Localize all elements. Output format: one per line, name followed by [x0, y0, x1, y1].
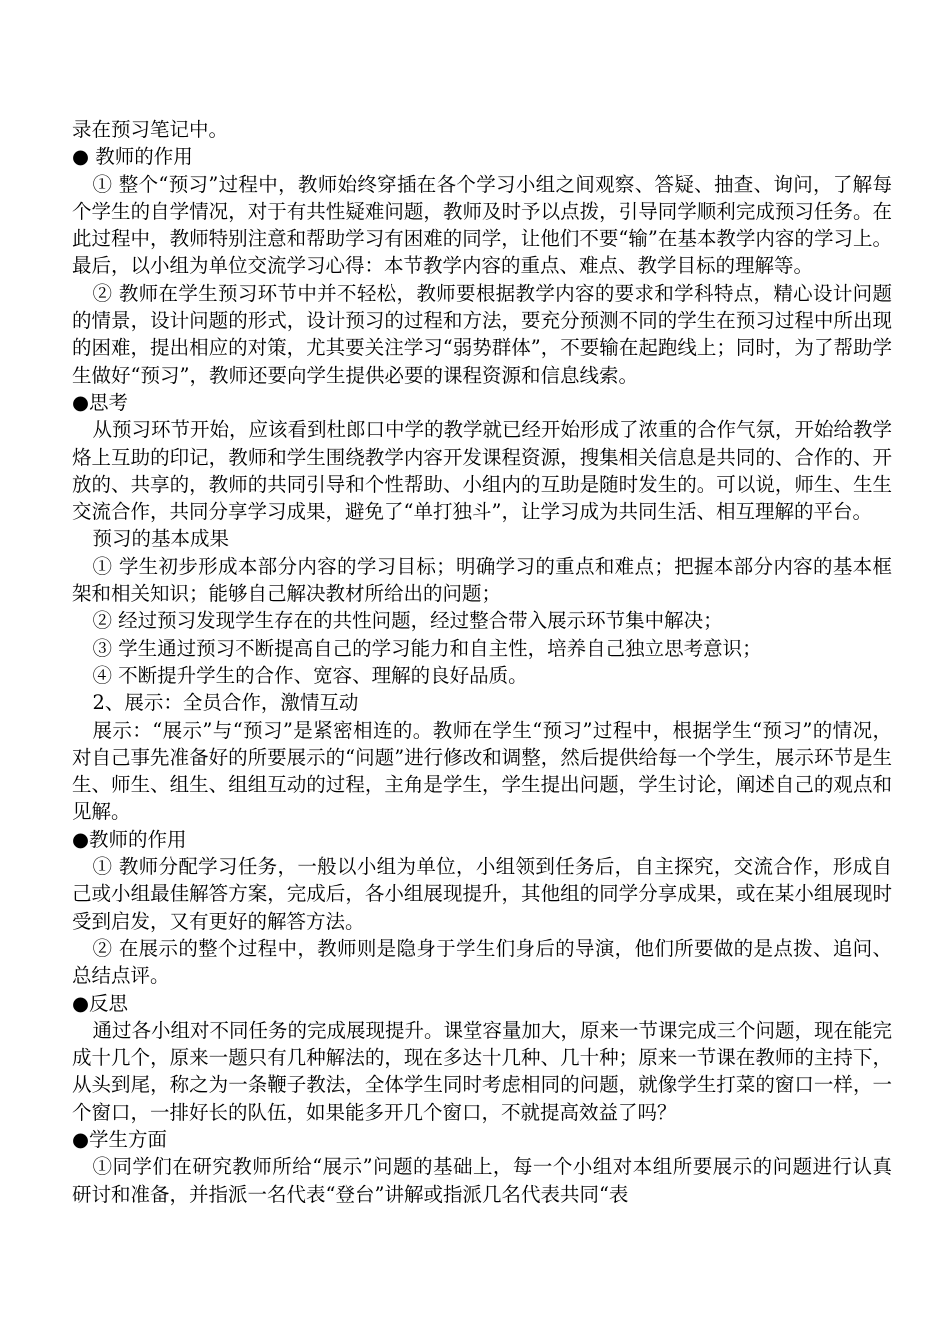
list-item-result-1: ① 学生初步形成本部分内容的学习目标；明确学习的重点和难点；把握本部分内容的基本框架和相关知识；能够自己解决教材所给出的问题；	[72, 554, 892, 606]
paragraph-teacher-role-2: ② 教师在学生预习环节中并不轻松，教师要根据教学内容的要求和学科特点，精心设计问题的情景，设计问题的形式，设计预习的过程和方法，要充分预测不同的学生在预习过程中所出现的困难，提出相应的对策，尤其要关注学习“弱势群体”，不要输在起跑线上；同时，为了帮助学生做好“预习”，教师还要向学生提供必要的课程资源和信息线索。	[72, 281, 892, 387]
heading-teacher-role-display: ●教师的作用	[72, 827, 187, 851]
list-item-result-2: ② 经过预习发现学生存在的共性问题，经过整合带入展示环节集中解决；	[92, 609, 723, 633]
paragraph-display-role-1: ① 教师分配学习任务，一般以小组为单位，小组领到任务后，自主探究，交流合作，形成自己或小组最佳解答方案，完成后，各小组展现提升，其他组的同学分享成果，或在某小组展现时受到启发，又有更好的解答方法。	[72, 855, 892, 933]
heading-teacher-role: ● 教师的作用	[72, 145, 193, 169]
paragraph-reflection: 通过各小组对不同任务的完成展现提升。课堂容量加大，原来一节课完成三个问题，现在能完成十几个，原来一题只有几种解法的，现在多达十几种、几十种；原来一节课在教师的主持下，从头到尾，称之为一条鞭子教法，全体学生同时考虑相同的问题，就像学生打菜的窗口一样，一个窗口，一排好长的队伍，如果能多开几个窗口，不就提高效益了吗？	[72, 1018, 892, 1124]
heading-student-aspect: ●学生方面	[72, 1127, 168, 1151]
heading-reflection: ●反思	[72, 991, 129, 1015]
paragraph-continuation: 录在预习笔记中。	[72, 118, 229, 141]
list-item-result-4: ④ 不断提升学生的合作、宽容、理解的良好品质。	[92, 663, 528, 687]
paragraph-display: 展示：“展示”与“预习”是紧密相连的。教师在学生“预习”过程中，根据学生“预习”的情况，对自己事先准备好的所要展示的“问题”进行修改和调整，然后提供给每一个学生，展示环节是生生、师生、组生、组组互动的过程，主角是学生，学生提出问题，学生讨论，阐述自己的观点和见解。	[72, 718, 892, 824]
subheading-preview-results: 预习的基本成果	[92, 527, 229, 551]
paragraph-teacher-role-1: ① 整个“预习”过程中，教师始终穿插在各个学习小组之间观察、答疑、抽查、询问，了解每个学生的自学情况，对于有共性疑难问题，教师及时予以点拨，引导同学顺利完成预习任务。在此过程中，教师特别注意和帮助学习有困难的同学，让他们不要“输”在基本教学内容的学习上。最后，以小组为单位交流学习心得：本节教学内容的重点、难点、教学目标的理解等。	[72, 172, 892, 278]
section-heading-display: 2、展示：全员合作，激情互动	[92, 691, 359, 715]
paragraph-student-aspect-1: ①同学们在研究教师所给“展示”问题的基础上，每一个小组对本组所要展示的问题进行认真研讨和准备，并指派一名代表“登台”讲解或指派几名代表共同“表	[72, 1155, 892, 1206]
paragraph-display-role-2: ② 在展示的整个过程中，教师则是隐身于学生们身后的导演，他们所要做的是点拨、追问、总结点评。	[72, 936, 892, 988]
list-item-result-3: ③ 学生通过预习不断提高自己的学习能力和自主性，培养自己独立思考意识；	[92, 636, 762, 660]
heading-reflection-thinking: ●思考	[72, 390, 129, 414]
document-page	[72, 116, 892, 1208]
paragraph-thinking: 从预习环节开始，应该看到杜郎口中学的教学就已经开始形成了浓重的合作气氛，开始给教学烙上互助的印记，教师和学生围绕教学内容开发课程资源，搜集相关信息是共同的、合作的、开放的、共享的，教师的共同引导和个性帮助、小组内的互助是随时发生的。可以说，师生、生生交流合作，共同分享学习成果，避免了“单打独斗”，让学习成为共同生活、相互理解的平台。	[72, 418, 892, 524]
